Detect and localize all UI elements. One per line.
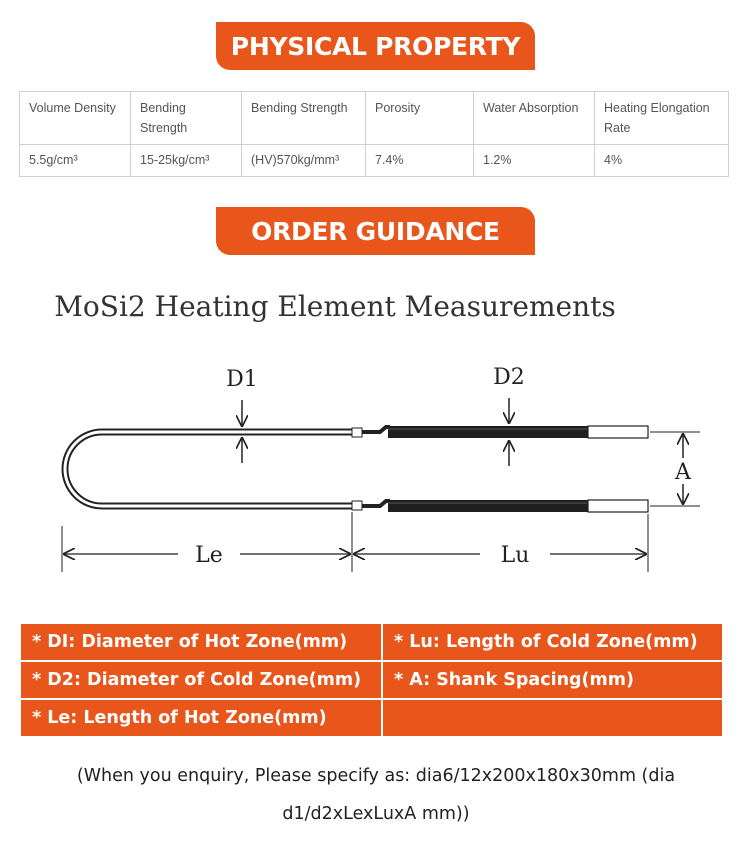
label-d2: D2 <box>493 365 525 390</box>
definitions-table <box>19 622 724 738</box>
diagram-title: MoSi2 Heating Element Measurements <box>54 290 616 323</box>
label-d1: D1 <box>226 367 258 392</box>
value-porosity: 7.4% <box>366 145 474 177</box>
table-header-row <box>20 92 729 145</box>
definition-d2: * D2: Diameter of Cold Zone(mm) <box>20 661 382 699</box>
header-volume-density: Volume Density <box>20 92 131 145</box>
definition-empty <box>382 699 723 737</box>
table-row <box>20 145 729 177</box>
table-row <box>20 661 723 699</box>
definition-d1: * DI: Diameter of Hot Zone(mm) <box>20 623 382 661</box>
table-row <box>20 623 723 661</box>
value-heating-elongation-rate: 4% <box>595 145 729 177</box>
definition-lu: * Lu: Length of Cold Zone(mm) <box>382 623 723 661</box>
label-lu: Lu <box>500 543 530 568</box>
header-water-absorption: Water Absorption <box>474 92 595 145</box>
header-heating-elongation-rate: Heating Elongation Rate <box>595 92 729 145</box>
value-bending-strength-hv: (HV)570kg/mm³ <box>242 145 366 177</box>
table-row <box>20 699 723 737</box>
header-bending-strength-hv: Bending Strength <box>242 92 366 145</box>
label-le: Le <box>195 543 223 568</box>
label-a: A <box>675 460 691 485</box>
value-bending-strength: 15-25kg/cm³ <box>131 145 242 177</box>
element-shape <box>65 426 648 512</box>
enquiry-note: (When you enquiry, Please specify as: dia6/12x200x180x30mm (dia d1/d2xLexLuxA mm)) <box>76 766 676 824</box>
header-bending-strength: Bending Strength <box>131 92 242 145</box>
definition-a: * A: Shank Spacing(mm) <box>382 661 723 699</box>
heating-element-diagram <box>40 280 720 605</box>
definition-le: * Le: Length of Hot Zone(mm) <box>20 699 382 737</box>
value-water-absorption: 1.2% <box>474 145 595 177</box>
order-guidance-banner: ORDER GUIDANCE <box>216 207 535 255</box>
physical-property-banner: PHYSICAL PROPERTY <box>216 22 535 70</box>
header-porosity: Porosity <box>366 92 474 145</box>
value-volume-density: 5.5g/cm³ <box>20 145 131 177</box>
physical-property-table <box>19 91 729 177</box>
